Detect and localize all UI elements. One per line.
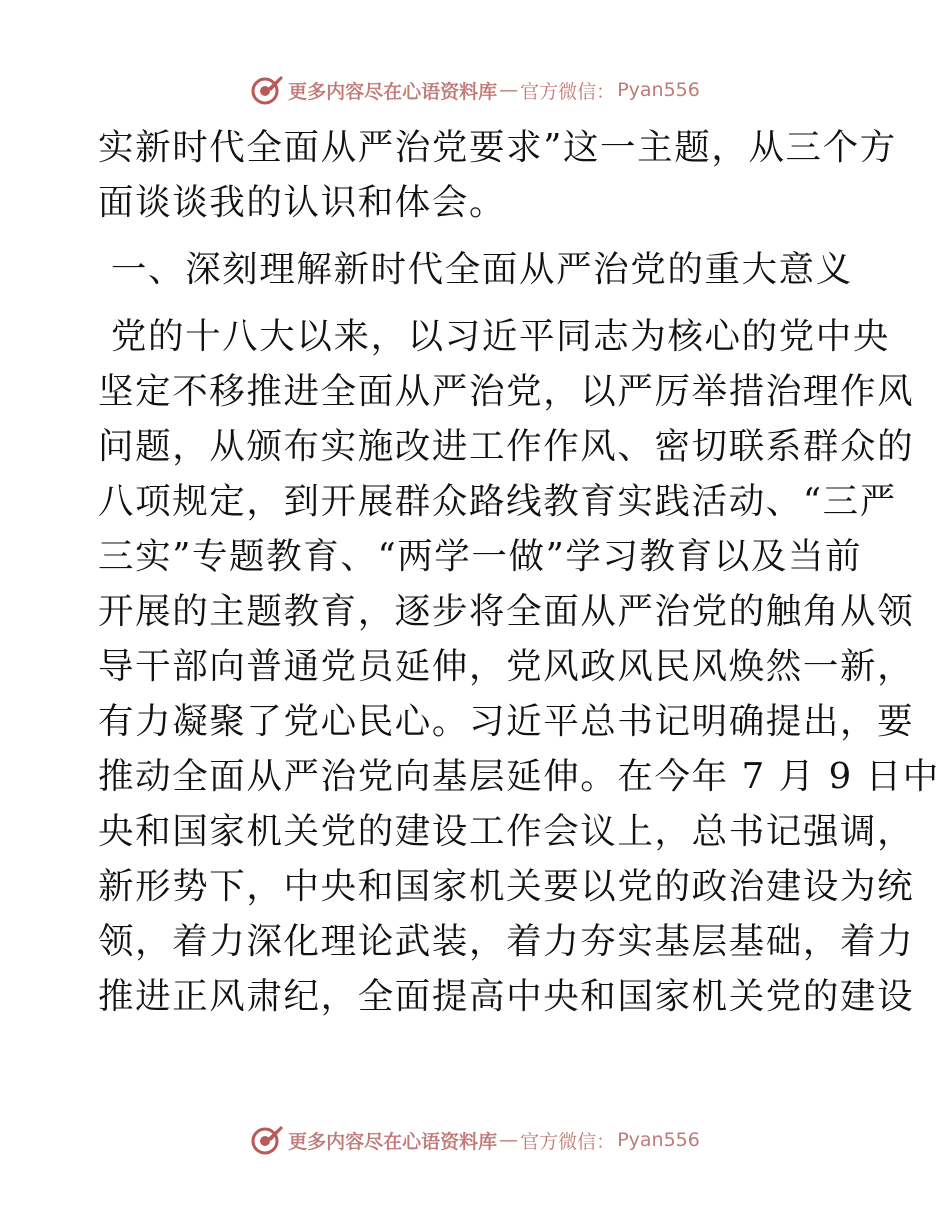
text-line: 有力凝聚了党心民心。习近平总书记明确提出，要 [98, 701, 915, 742]
text-line: 央和国家机关党的建设工作会议上，总书记强调， [98, 811, 915, 852]
watermark-wechat-label: 官方微信： [520, 1130, 616, 1153]
watermark-footer [0, 1120, 950, 1160]
text-line: 导干部向普通党员延伸，党风政风民风焕然一新， [98, 646, 915, 687]
pen-logo-icon [250, 1123, 284, 1157]
text-line: 三实”专题教育、“两学一做”学习教育以及当前 [98, 536, 863, 577]
text-line: 开展的主题教育，逐步将全面从严治党的触角从领 [98, 591, 915, 632]
text-line: 新形势下，中央和国家机关要以党的政治建设为统 [98, 866, 915, 907]
text-line: 八项规定，到开展群众路线教育实践活动、“三严 [98, 481, 897, 522]
watermark-wechat-label: 官方微信： [520, 80, 616, 103]
pen-logo-icon [250, 73, 284, 107]
text-line: 坚定不移推进全面从严治党，以严厉举措治理作风 [98, 371, 915, 412]
watermark-separator: — [499, 79, 519, 101]
heading-line: 一、深刻理解新时代全面从严治党的重大意义 [98, 249, 853, 290]
section-heading [98, 242, 858, 297]
document-body [98, 120, 940, 1024]
text-line: 党的十八大以来，以习近平同志为核心的党中央 [98, 316, 890, 357]
watermark-wechat-id: Pyan556 [617, 1129, 700, 1151]
paragraph [98, 120, 897, 230]
text-line: 领，着力深化理论武装，着力夯实基层基础，着力 [98, 921, 915, 962]
text-line: 面谈谈我的认识和体会。 [98, 182, 507, 223]
text-line: 推动全面从严治党向基层延伸。在今年 7 月 9 日中 [98, 756, 940, 797]
watermark-text: 更多内容尽在心语资料库 [288, 1130, 498, 1153]
text-line: 问题，从颁布实施改进工作作风、密切联系群众的 [98, 426, 915, 467]
text-line: 实新时代全面从严治党要求”这一主题，从三个方 [98, 127, 897, 168]
text-line: 推进正风肃纪，全面提高中央和国家机关党的建设 [98, 976, 915, 1017]
watermark-wechat-id: Pyan556 [617, 79, 700, 101]
watermark-text: 更多内容尽在心语资料库 [288, 80, 498, 103]
watermark-separator: — [499, 1129, 519, 1151]
paragraph [98, 309, 940, 1024]
watermark-header [0, 70, 950, 110]
